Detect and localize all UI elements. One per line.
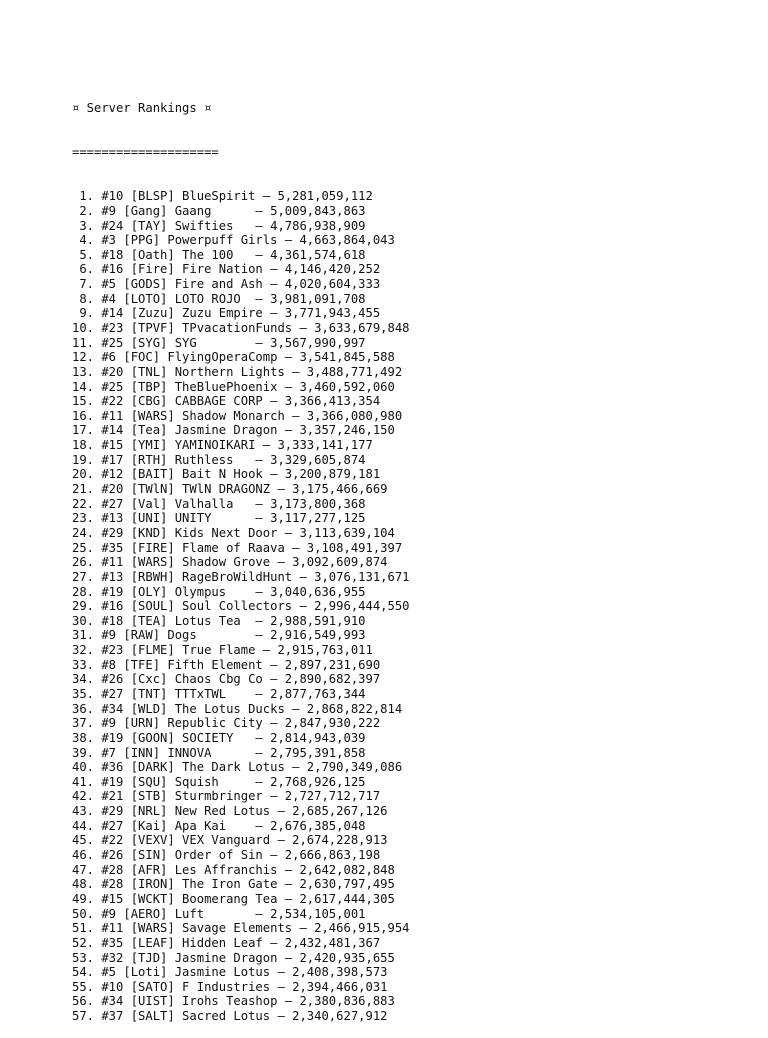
ranking-row: 5. #18 [Oath] The 100 — 4,361,574,618 [72,247,366,262]
ranking-row: 44. #27 [Kai] Apa Kai — 2,676,385,048 [72,818,366,833]
ranking-row: 40. #36 [DARK] The Dark Lotus — 2,790,349,086 [72,760,403,775]
ranking-row: 46. #26 [SIN] Order of Sin — 2,666,863,198 [72,848,381,863]
ranking-row: 13. #20 [TNL] Northern Lights — 3,488,771,492 [72,364,403,379]
ranking-row: 43. #29 [NRL] New Red Lotus — 2,685,267,126 [72,804,388,819]
ranking-row: 27. #13 [RBWH] RageBroWildHunt — 3,076,131,671 [72,569,410,584]
ranking-row: 45. #22 [VEXV] VEX Vanguard — 2,674,228,913 [72,833,388,848]
ranking-row: 25. #35 [FIRE] Flame of Raava — 3,108,491,397 [72,540,403,555]
ranking-row: 26. #11 [WARS] Shadow Grove — 3,092,609,874 [72,555,388,570]
ranking-row: 1. #10 [BLSP] BlueSpirit — 5,281,059,112 [72,189,373,204]
ranking-row: 18. #15 [YMI] YAMINOIKARI — 3,333,141,177 [72,438,373,453]
ranking-row: 34. #26 [Cxc] Chaos Cbg Co — 2,890,682,397 [72,672,381,687]
ranking-row: 49. #15 [WCKT] Boomerang Tea — 2,617,444,305 [72,891,395,906]
ranking-row: 30. #18 [TEA] Lotus Tea — 2,988,591,910 [72,613,366,628]
ranking-row: 38. #19 [GOON] SOCIETY — 2,814,943,039 [72,730,366,745]
ranking-row: 29. #16 [SOUL] Soul Collectors — 2,996,444,550 [72,599,410,614]
ranking-row: 17. #14 [Tea] Jasmine Dragon — 3,357,246,150 [72,423,395,438]
ranking-row: 57. #37 [SALT] Sacred Lotus — 2,340,627,912 [72,1009,388,1024]
ranking-row: 7. #5 [GODS] Fire and Ash — 4,020,604,333 [72,277,381,292]
ranking-row: 28. #19 [OLY] Olympus — 3,040,636,955 [72,584,366,599]
ranking-row: 31. #9 [RAW] Dogs — 2,916,549,993 [72,628,366,643]
title-divider: ==================== [72,145,219,160]
rankings-list [72,189,410,1024]
ranking-row: 33. #8 [TFE] Fifth Element — 2,897,231,690 [72,657,381,672]
ranking-row: 32. #23 [FLME] True Flame — 2,915,763,011 [72,643,373,658]
ranking-row: 10. #23 [TPVF] TPvacationFunds — 3,633,679,848 [72,320,410,335]
ranking-row: 52. #35 [LEAF] Hidden Leaf — 2,432,481,367 [72,935,381,950]
ranking-row: 35. #27 [TNT] TTTxTWL — 2,877,763,344 [72,687,366,701]
ranking-row: 16. #11 [WARS] Shadow Monarch — 3,366,080,980 [72,408,403,423]
ranking-row: 23. #13 [UNI] UNITY — 3,117,277,125 [72,511,366,526]
ranking-row: 15. #22 [CBG] CABBAGE CORP — 3,366,413,354 [72,394,381,409]
page-title: ¤ Server Rankings ¤ [72,101,212,116]
ranking-row: 50. #9 [AERO] Luft — 2,534,105,001 [72,906,366,921]
ranking-row: 42. #21 [STB] Sturmbringer — 2,727,712,717 [72,789,381,804]
ranking-row: 3. #24 [TAY] Swifties — 4,786,938,909 [72,218,366,233]
ranking-row: 39. #7 [INN] INNOVA — 2,795,391,858 [72,745,366,760]
ranking-row: 2. #9 [Gang] Gaang — 5,009,843,863 [72,203,366,218]
ranking-row: 55. #10 [SATO] F Industries — 2,394,466,031 [72,979,388,994]
ranking-row: 19. #17 [RTH] Ruthless — 3,329,605,874 [72,452,366,467]
ranking-row: 47. #28 [AFR] Les Affranchis — 2,642,082,848 [72,862,395,877]
ranking-row: 12. #6 [FOC] FlyingOperaComp — 3,541,845,588 [72,350,395,365]
ranking-row: 36. #34 [WLD] The Lotus Ducks — 2,868,822,814 [72,701,403,716]
ranking-row: 51. #11 [WARS] Savage Elements — 2,466,915,954 [72,921,410,936]
ranking-row: 4. #3 [PPG] Powerpuff Girls — 4,663,864,043 [72,233,395,248]
ranking-row: 54. #5 [Loti] Jasmine Lotus — 2,408,398,573 [72,965,388,980]
ranking-row: 24. #29 [KND] Kids Next Door — 3,113,639,104 [72,525,395,540]
ranking-row: 48. #28 [IRON] The Iron Gate — 2,630,797,495 [72,877,395,892]
ranking-row: 21. #20 [TWlN] TWlN DRAGONZ — 3,175,466,669 [72,482,388,497]
ranking-row: 8. #4 [LOTO] LOTO ROJO — 3,981,091,708 [72,291,366,306]
ranking-row: 11. #25 [SYG] SYG — 3,567,990,997 [72,335,366,350]
ranking-row: 14. #25 [TBP] TheBluePhoenix — 3,460,592,060 [72,379,395,394]
ranking-row: 53. #32 [TJD] Jasmine Dragon — 2,420,935,655 [72,950,395,965]
ranking-row: 37. #9 [URN] Republic City — 2,847,930,222 [72,716,381,731]
ranking-row: 9. #14 [Zuzu] Zuzu Empire — 3,771,943,455 [72,306,381,321]
ranking-row: 22. #27 [Val] Valhalla — 3,173,800,368 [72,496,366,511]
ranking-row: 41. #19 [SQU] Squish — 2,768,926,125 [72,774,366,789]
ranking-row: 6. #16 [Fire] Fire Nation — 4,146,420,252 [72,262,381,277]
ranking-row: 56. #34 [UIST] Irohs Teashop — 2,380,836,883 [72,994,395,1009]
rankings-document [72,72,410,1038]
ranking-row: 20. #12 [BAIT] Bait N Hook — 3,200,879,181 [72,467,381,482]
